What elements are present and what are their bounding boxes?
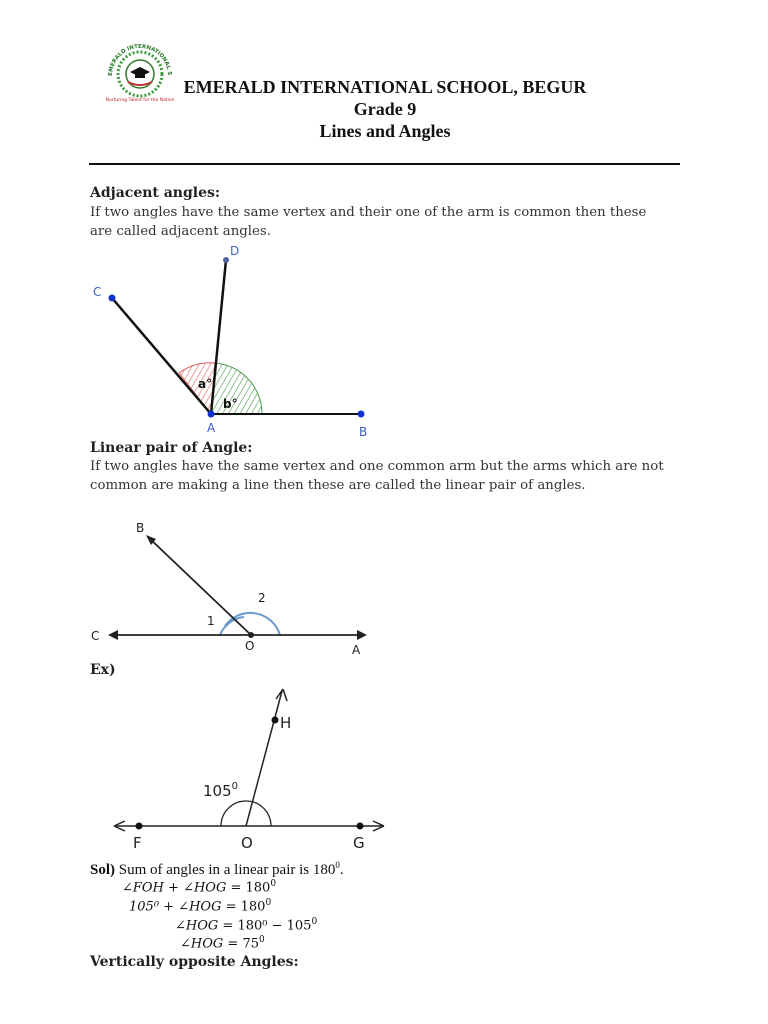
label-o: O — [241, 834, 253, 852]
label-b: B — [136, 521, 145, 535]
solution-line: Sol) Sum of angles in a linear pair is $180^0$. — [90, 860, 344, 878]
adjacent-text: If two angles have the same vertex and their one of the arm is common then these are called adjacent angles. — [90, 205, 647, 239]
sol-label: Sol) — [90, 862, 116, 878]
point-b — [358, 411, 365, 418]
point-a — [208, 411, 215, 418]
label-h: H — [280, 714, 292, 732]
header-divider — [89, 163, 680, 165]
label-b: B — [359, 425, 368, 439]
step-1: ∠FOH + ∠HOG = $180^0$ — [122, 879, 277, 896]
label-c: C — [93, 285, 102, 299]
grade-title: Grade 9 — [353, 99, 417, 119]
ray-ac — [112, 298, 211, 414]
angle-2-label: 2 — [258, 591, 266, 605]
label-o: O — [245, 639, 255, 653]
step-3: ∠HOG = $180^0 - 105^0$ — [175, 917, 318, 934]
linear-text: If two angles have the same vertex and one common arm but the arms which are not common are making a line then these are called the linear pair of angles. — [90, 459, 664, 493]
point-d — [223, 257, 229, 263]
topic-title: Lines and Angles — [319, 121, 451, 141]
ray-oh — [246, 691, 282, 826]
logo-ring-text: EMERALD INTERNATIONAL S — [107, 43, 173, 77]
linear-pair-figure — [80, 515, 380, 665]
school-name: EMERALD INTERNATIONAL SCHOOL, BEGUR — [183, 77, 587, 97]
step-2: 105⁰ + ∠HOG = $180^0$ — [129, 898, 272, 915]
point-g — [357, 823, 364, 830]
angle-2-arc — [225, 613, 280, 635]
angle-a-label: a° — [198, 377, 213, 391]
linear-heading: Linear pair of Angle: — [90, 440, 253, 456]
point-c — [109, 295, 116, 302]
label-g: G — [353, 834, 365, 852]
point-f — [136, 823, 143, 830]
angle-105-label: $105^0$ — [203, 781, 239, 800]
angle-105-arc — [221, 801, 271, 826]
angle-b-label: b° — [223, 397, 238, 411]
label-d: D — [230, 244, 240, 258]
example-figure — [100, 685, 400, 855]
label-a: A — [207, 421, 216, 435]
point-o — [248, 632, 254, 638]
label-c: C — [91, 629, 100, 643]
adjacent-angles-figure — [80, 240, 400, 440]
ray-ob — [148, 537, 251, 635]
adjacent-heading: Adjacent angles: — [90, 185, 221, 201]
point-h — [272, 717, 279, 724]
angle-1-label: 1 — [207, 614, 215, 628]
logo-motto: Nurturing Talent for the Nation — [105, 98, 175, 103]
example-heading: Ex) — [90, 662, 116, 678]
step-4: ∠HOG = $75^0$ — [180, 935, 265, 952]
vertical-heading: Vertically opposite Angles: — [90, 954, 299, 970]
label-f: F — [133, 834, 142, 852]
label-a: A — [352, 643, 361, 657]
sol-text: Sum of angles in a linear pair is 180 — [118, 862, 336, 878]
